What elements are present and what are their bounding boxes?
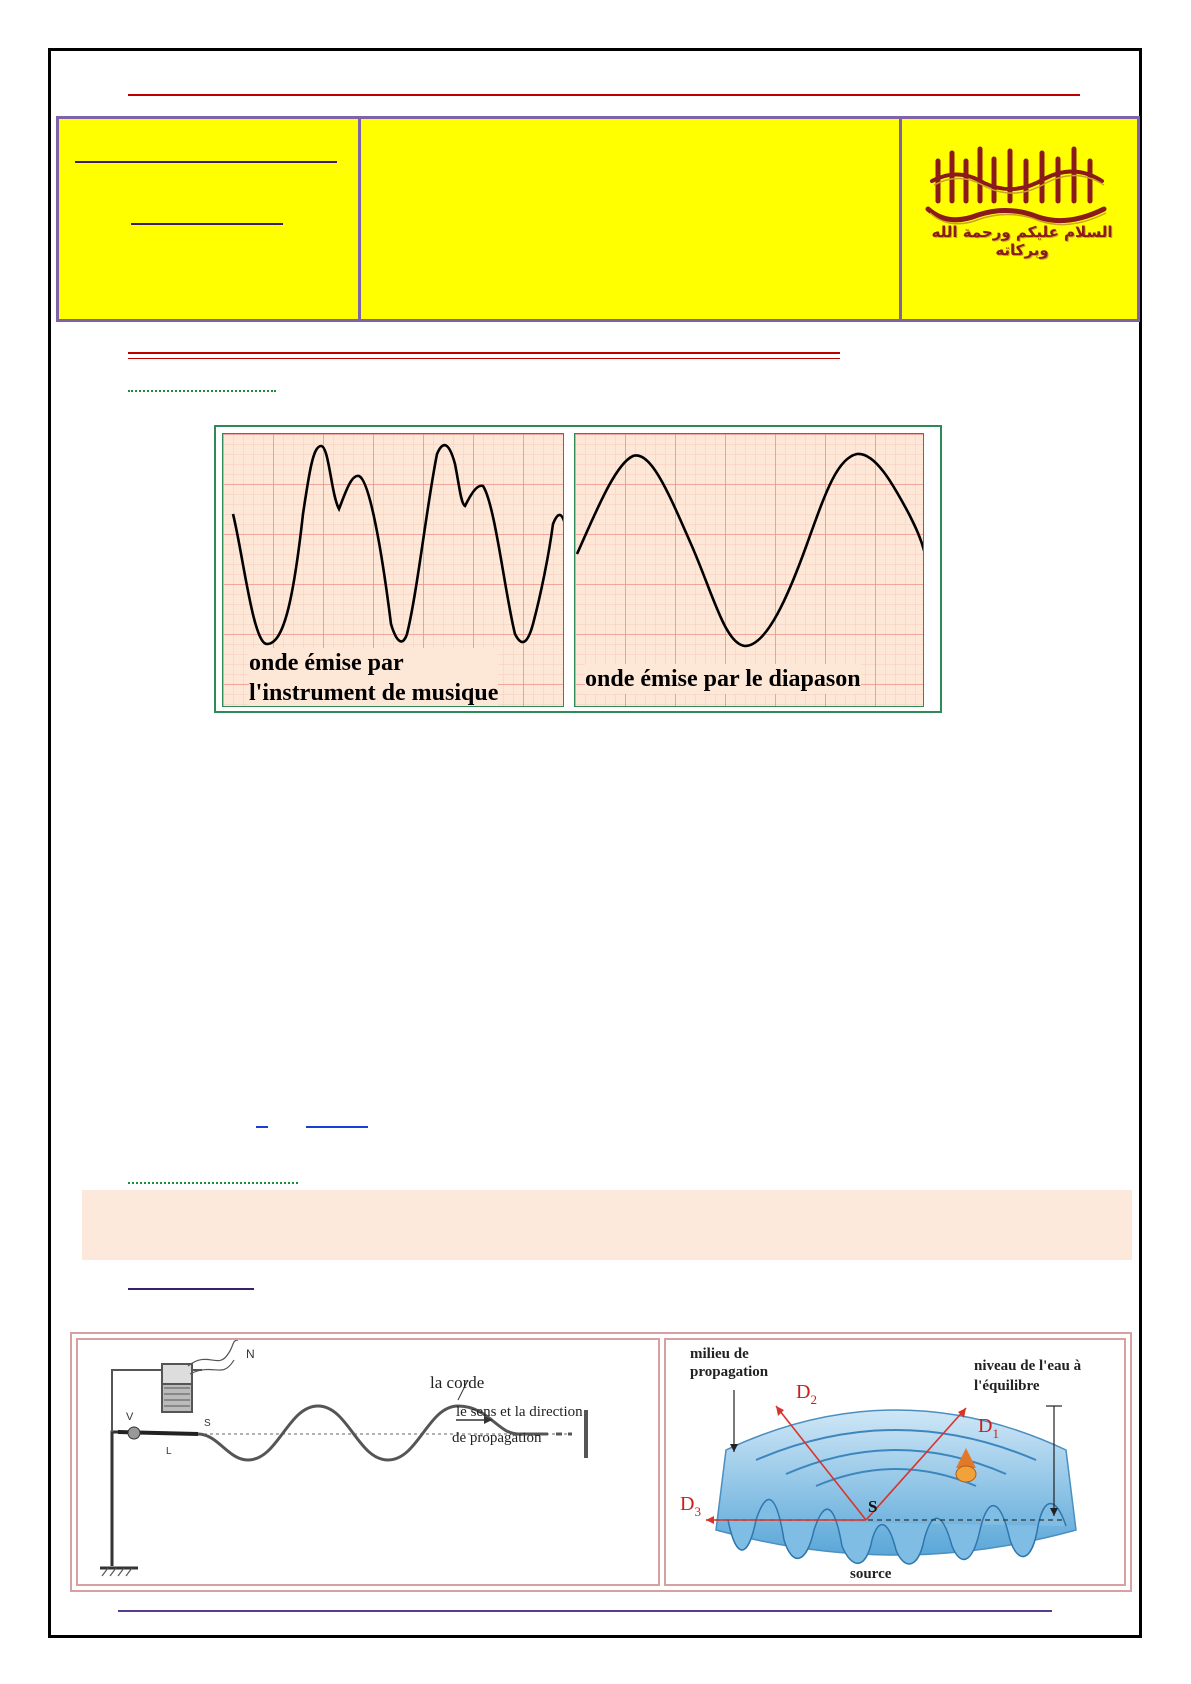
header-left-rule-2 [131,223,283,225]
tuning-fork-caption: onde émise par le diapason [585,666,861,692]
ray-d1-label: $D_1$ [978,1415,999,1441]
header-table [56,116,1140,322]
header-cell-right [899,119,1137,319]
medium-label-line-1: milieu de [690,1346,749,1362]
section-heading-dotted-2 [128,1182,298,1184]
medium-label-line-2: propagation [690,1364,769,1380]
string-label: la corde [430,1373,485,1392]
string-wave-diagram [78,1340,658,1584]
header-left-rule-1 [75,161,337,163]
water-wave-diagram [666,1340,1124,1584]
definition-band [82,1190,1132,1260]
instrument-caption [249,648,498,707]
section-heading-dotted-1 [128,390,276,392]
water-wave-panel [664,1338,1126,1586]
instrument-caption-line-2: l'instrument de musique [249,680,499,706]
top-red-rule [128,94,1080,96]
ray-d3-label: $D_3$ [680,1493,701,1519]
header-cell-left [59,119,358,319]
level-label-line-1: niveau de l'eau à [974,1358,1082,1374]
ray-d2-label: $D_2$ [796,1381,817,1407]
section-red-rule-1 [128,352,840,354]
level-label-line-2: l'équilibre [974,1378,1040,1394]
instrument-wave-panel [222,433,564,707]
blue-underline-short [256,1126,268,1128]
section-red-rule-2 [128,358,840,359]
instrument-caption-line-1: onde émise par [249,650,404,676]
examples-heading-rule [128,1288,254,1290]
examples-figure [70,1332,1132,1592]
source-label: source [850,1566,892,1582]
direction-label-line-2: de propagation [452,1430,542,1446]
string-wave-panel [76,1338,660,1586]
vibrator-label: V [126,1411,134,1423]
source-point-label: S [868,1497,878,1516]
footer-rule [118,1610,1052,1612]
blue-underline-long [306,1126,368,1128]
direction-label-line-1: le sens et la direction [456,1404,583,1420]
magnet-label: N [246,1347,255,1361]
greeting-text: السلام عليكم ورحمة الله وبركاته [931,223,1113,259]
tuning-fork-wave-panel [574,433,924,707]
blade-label: L [166,1446,172,1457]
waveforms-figure [214,425,942,713]
header-cell-center [358,119,899,319]
source-s-label: S [204,1418,211,1429]
